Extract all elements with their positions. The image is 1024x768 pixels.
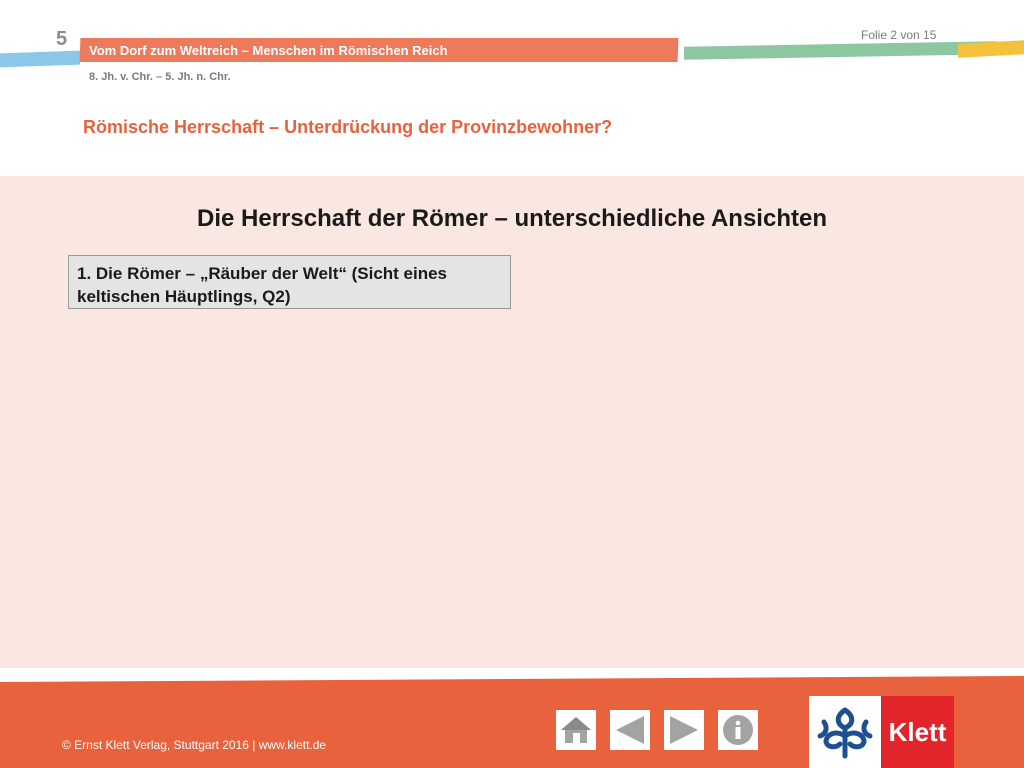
slide-header	[0, 0, 1024, 176]
previous-slide-button[interactable]	[610, 710, 650, 750]
home-icon	[559, 714, 593, 746]
logo-mark	[809, 696, 881, 768]
source-link-box[interactable]: 1. Die Römer – „Räuber der Welt“ (Sicht eines keltischen Häuptlings, Q2)	[68, 255, 511, 309]
home-button[interactable]	[556, 710, 596, 750]
info-icon	[721, 713, 755, 747]
next-slide-button[interactable]	[664, 710, 704, 750]
info-button[interactable]	[718, 710, 758, 750]
copyright-text: © Ernst Klett Verlag, Stuttgart 2016 | www.klett.de	[62, 738, 327, 752]
slide-counter: Folie 2 von 15	[861, 28, 937, 42]
decor-stripe-yellow	[958, 40, 1024, 57]
content-area	[0, 176, 1024, 668]
arrow-right-icon	[667, 714, 701, 746]
topic-title: Römische Herrschaft – Unterdrückung der Provinzbewohner?	[83, 117, 613, 137]
decor-stripe-green	[684, 41, 996, 59]
decor-stripe-blue	[0, 51, 80, 68]
page-title: Die Herrschaft der Römer – unterschiedliche Ansichten	[197, 205, 827, 232]
klett-logo	[809, 696, 954, 768]
klett-clover-icon	[814, 702, 876, 762]
period-label: 8. Jh. v. Chr. – 5. Jh. n. Chr.	[89, 71, 231, 83]
logo-wordmark: Klett	[881, 696, 954, 768]
chapter-title: Vom Dorf zum Weltreich – Menschen im Römischen Reich	[89, 43, 448, 58]
chapter-number: 5	[56, 28, 68, 50]
arrow-left-icon	[613, 714, 647, 746]
